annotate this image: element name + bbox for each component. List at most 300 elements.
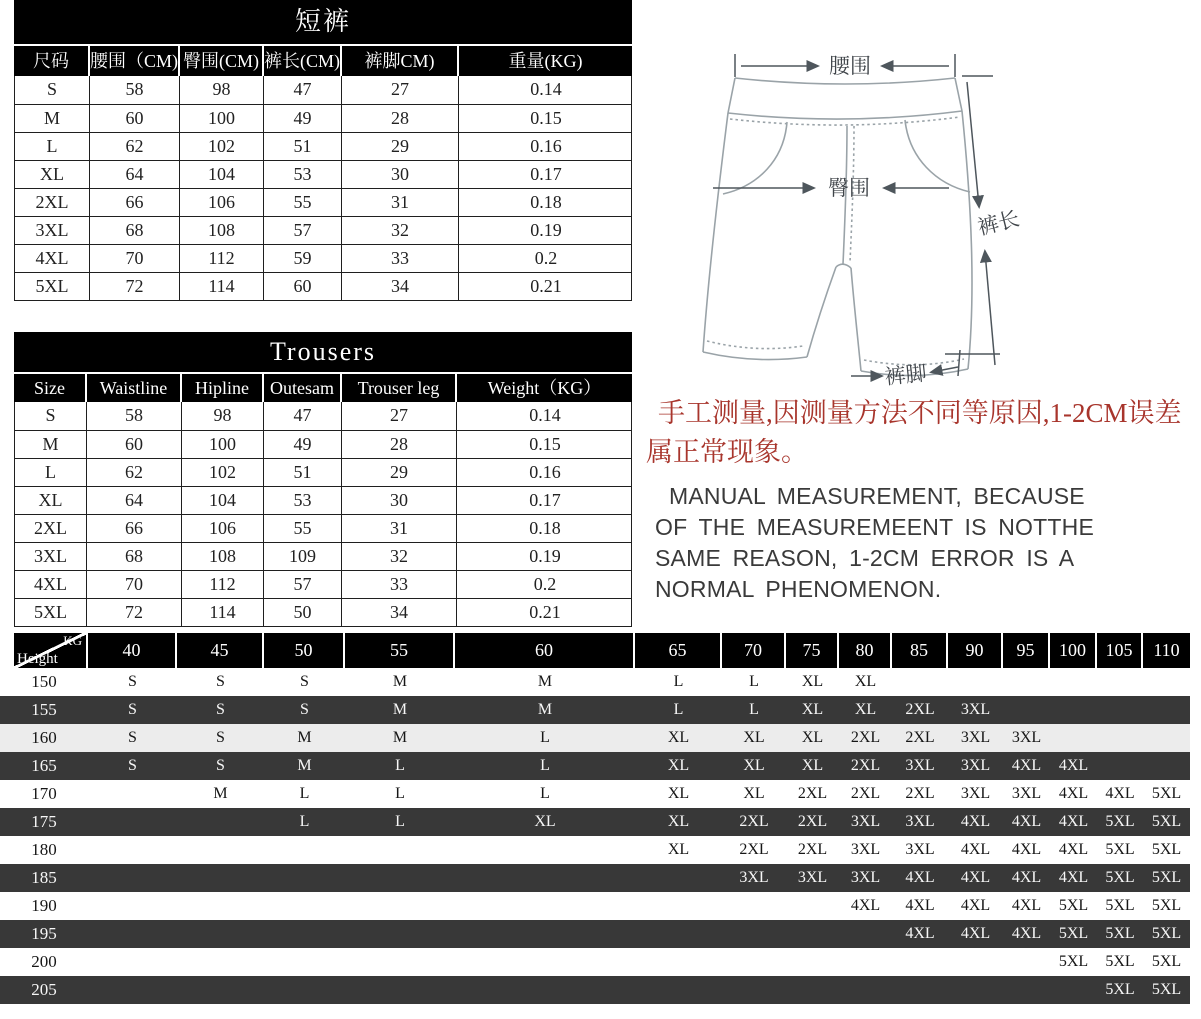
table-cell: 0.19 bbox=[456, 543, 633, 570]
size-cell: 3XL bbox=[905, 841, 935, 858]
kg-column-header: 50 bbox=[264, 633, 345, 668]
size-cell: 2XL bbox=[905, 701, 935, 718]
size-cell bbox=[722, 948, 786, 976]
table-row bbox=[15, 76, 631, 104]
size-cell: 3XL bbox=[850, 841, 881, 858]
kg-column-header: 105 bbox=[1097, 633, 1143, 668]
table-cell: 0.15 bbox=[458, 105, 633, 132]
height-label: 200 bbox=[31, 952, 57, 971]
table-cell: 59 bbox=[263, 245, 341, 272]
trousers-table-body bbox=[14, 402, 632, 627]
size-cell bbox=[1003, 976, 1050, 1004]
size-cell bbox=[1003, 668, 1050, 696]
table-cell: S bbox=[45, 405, 56, 425]
height-weight-size-matrix bbox=[0, 633, 1190, 1004]
size-cell: L bbox=[299, 813, 310, 830]
kg-height-diagonal bbox=[14, 633, 86, 668]
trousers-table-header bbox=[14, 374, 632, 402]
shorts-sketch bbox=[655, 20, 1201, 395]
size-cell: L bbox=[540, 785, 550, 802]
kg-column-header: 70 bbox=[722, 633, 786, 668]
table-cell: 0.21 bbox=[458, 273, 633, 300]
table-cell: 51 bbox=[263, 459, 341, 486]
size-cell bbox=[786, 976, 839, 1004]
note-line: SAME REASON, 1-2CM ERROR IS A bbox=[655, 545, 1075, 571]
table-cell: 114 bbox=[181, 599, 263, 626]
table-cell: 31 bbox=[341, 515, 456, 542]
height-label: 170 bbox=[31, 784, 57, 803]
size-cell: 3XL bbox=[905, 757, 935, 774]
table-row bbox=[15, 570, 631, 598]
size-cell: M bbox=[213, 785, 228, 802]
size-cell: S bbox=[216, 757, 225, 774]
size-cell: 4XL bbox=[960, 869, 991, 886]
size-cell bbox=[635, 948, 722, 976]
size-cell: L bbox=[673, 701, 684, 718]
size-cell: 4XL bbox=[1011, 757, 1042, 774]
table-cell: 30 bbox=[341, 161, 458, 188]
waist-label: 腰围 bbox=[829, 54, 871, 78]
size-cell: XL bbox=[743, 729, 765, 746]
size-cell bbox=[892, 668, 948, 696]
table-cell: 32 bbox=[341, 543, 456, 570]
table-cell: 0.18 bbox=[458, 189, 633, 216]
size-cell bbox=[177, 920, 264, 948]
table-cell: 100 bbox=[179, 105, 263, 132]
table-cell: 0.16 bbox=[458, 133, 633, 160]
table-cell: 58 bbox=[86, 402, 181, 430]
size-cell: S bbox=[300, 673, 309, 690]
size-cell: 2XL bbox=[739, 813, 769, 830]
size-cell: XL bbox=[667, 785, 690, 802]
table-cell: 33 bbox=[341, 245, 458, 272]
table-cell: 51 bbox=[263, 133, 341, 160]
size-cell bbox=[839, 920, 892, 948]
size-cell bbox=[88, 920, 177, 948]
table-cell: 0.19 bbox=[458, 217, 633, 244]
kg-column-header: 65 bbox=[635, 633, 722, 668]
size-cell bbox=[264, 948, 345, 976]
kg-column-header: 40 bbox=[88, 633, 177, 668]
shorts-diagram bbox=[655, 20, 1201, 395]
size-cell bbox=[786, 948, 839, 976]
size-cell: 4XL bbox=[1058, 785, 1089, 802]
size-cell: L bbox=[395, 813, 405, 830]
size-cell: S bbox=[128, 757, 137, 774]
table-cell: 0.2 bbox=[458, 245, 633, 272]
size-cell: 3XL bbox=[960, 701, 991, 718]
kg-column-header: 75 bbox=[786, 633, 839, 668]
table-cell: S bbox=[46, 79, 57, 99]
size-cell bbox=[635, 864, 722, 892]
size-cell: 4XL bbox=[1058, 757, 1089, 774]
size-cell bbox=[264, 892, 345, 920]
table-cell: 0.18 bbox=[456, 515, 633, 542]
size-cell bbox=[948, 948, 1003, 976]
length-label: 裤长 bbox=[975, 206, 1022, 240]
size-cell: M bbox=[297, 729, 312, 746]
table-cell: 4XL bbox=[34, 574, 67, 594]
matrix-row bbox=[0, 892, 1190, 920]
matrix-row bbox=[0, 864, 1190, 892]
size-cell: M bbox=[537, 673, 553, 690]
size-cell bbox=[88, 780, 177, 808]
table-cell: 102 bbox=[179, 133, 263, 160]
size-cell: L bbox=[673, 673, 684, 690]
size-cell bbox=[264, 864, 345, 892]
table-cell: 27 bbox=[341, 76, 458, 104]
hip-label: 臀围 bbox=[828, 176, 870, 200]
shorts-size-table bbox=[14, 0, 632, 301]
table-cell: 112 bbox=[181, 571, 263, 598]
table-title: 短裤 bbox=[14, 0, 632, 44]
table-cell: M bbox=[42, 434, 59, 454]
table-cell: 64 bbox=[86, 487, 181, 514]
size-cell: 4XL bbox=[905, 925, 935, 942]
size-cell: 3XL bbox=[797, 869, 828, 886]
size-cell bbox=[1143, 696, 1190, 724]
column-header: 裤脚CM) bbox=[340, 46, 457, 76]
size-cell: 5XL bbox=[1105, 897, 1135, 914]
size-cell: 4XL bbox=[1058, 813, 1089, 830]
size-cell: S bbox=[300, 701, 309, 718]
table-cell: 72 bbox=[89, 273, 179, 300]
size-cell: 3XL bbox=[850, 813, 881, 830]
kg-column-header: 45 bbox=[177, 633, 264, 668]
table-cell: 47 bbox=[263, 402, 341, 430]
table-cell: 5XL bbox=[34, 602, 67, 622]
size-cell: 5XL bbox=[1105, 813, 1135, 830]
size-cell bbox=[1003, 696, 1050, 724]
size-cell: 3XL bbox=[1011, 729, 1042, 746]
size-cell: XL bbox=[534, 813, 556, 830]
table-cell: 55 bbox=[263, 189, 341, 216]
table-cell: 47 bbox=[263, 76, 341, 104]
table-cell: L bbox=[46, 136, 58, 156]
table-cell: 106 bbox=[181, 515, 263, 542]
kg-column-header: 110 bbox=[1143, 633, 1190, 668]
table-row bbox=[15, 272, 631, 300]
table-cell: 70 bbox=[86, 571, 181, 598]
size-cell: XL bbox=[667, 729, 690, 746]
table-cell: 50 bbox=[263, 599, 341, 626]
table-cell: 2XL bbox=[35, 192, 69, 212]
table-cell: 72 bbox=[86, 599, 181, 626]
size-cell: 5XL bbox=[1058, 897, 1089, 914]
matrix-row bbox=[0, 696, 1190, 724]
size-cell: 4XL bbox=[1011, 869, 1042, 886]
table-cell: XL bbox=[40, 164, 64, 184]
size-cell bbox=[177, 836, 264, 864]
size-cell bbox=[345, 892, 455, 920]
size-cell bbox=[177, 976, 264, 1004]
table-cell: 100 bbox=[181, 431, 263, 458]
table-cell: 27 bbox=[341, 402, 456, 430]
table-row bbox=[15, 188, 631, 216]
matrix-row bbox=[0, 920, 1190, 948]
size-cell: L bbox=[540, 729, 550, 746]
matrix-row bbox=[0, 808, 1190, 836]
size-cell: XL bbox=[801, 757, 824, 774]
table-cell: 0.2 bbox=[456, 571, 633, 598]
size-cell: 2XL bbox=[850, 785, 881, 802]
height-label: 155 bbox=[31, 700, 57, 719]
size-cell: S bbox=[128, 673, 137, 690]
table-cell: 109 bbox=[263, 543, 341, 570]
table-row bbox=[15, 132, 631, 160]
size-cell: 3XL bbox=[850, 869, 881, 886]
table-cell: 30 bbox=[341, 487, 456, 514]
size-cell bbox=[1143, 724, 1190, 752]
size-cell bbox=[88, 976, 177, 1004]
table-cell: 60 bbox=[89, 105, 179, 132]
table-cell: 33 bbox=[341, 571, 456, 598]
size-cell: XL bbox=[667, 813, 690, 830]
matrix-body bbox=[0, 668, 1190, 1004]
size-cell: XL bbox=[743, 785, 765, 802]
size-cell bbox=[1050, 696, 1097, 724]
height-label: 175 bbox=[31, 812, 57, 831]
table-cell: 66 bbox=[86, 515, 181, 542]
size-cell: XL bbox=[854, 701, 877, 718]
table-cell: 58 bbox=[89, 76, 179, 104]
size-cell bbox=[177, 892, 264, 920]
size-cell bbox=[264, 836, 345, 864]
kg-column-header: 100 bbox=[1050, 633, 1097, 668]
size-cell: 5XL bbox=[1105, 869, 1135, 886]
size-cell bbox=[177, 808, 264, 836]
size-cell: XL bbox=[854, 673, 877, 690]
column-header: 臀围(CM) bbox=[178, 46, 262, 76]
size-cell bbox=[635, 976, 722, 1004]
size-cell bbox=[455, 892, 635, 920]
table-cell: 0.16 bbox=[456, 459, 633, 486]
table-cell: 70 bbox=[89, 245, 179, 272]
size-cell: L bbox=[749, 673, 759, 690]
size-cell: 3XL bbox=[739, 869, 769, 886]
size-cell bbox=[88, 892, 177, 920]
size-cell bbox=[1003, 948, 1050, 976]
column-header: Size bbox=[34, 378, 65, 398]
size-cell bbox=[786, 920, 839, 948]
kg-column-header: 55 bbox=[345, 633, 455, 668]
table-title: Trousers bbox=[14, 332, 632, 372]
size-cell: XL bbox=[667, 841, 690, 858]
table-row bbox=[15, 458, 631, 486]
table-cell: 53 bbox=[263, 487, 341, 514]
height-label: 195 bbox=[31, 924, 57, 943]
table-row bbox=[15, 514, 631, 542]
size-cell bbox=[635, 892, 722, 920]
size-cell: S bbox=[128, 729, 137, 746]
table-row bbox=[15, 160, 631, 188]
size-cell: L bbox=[540, 757, 550, 774]
size-cell: L bbox=[299, 785, 310, 802]
size-cell bbox=[177, 864, 264, 892]
size-cell bbox=[1050, 724, 1097, 752]
size-cell: 4XL bbox=[1011, 897, 1042, 914]
table-row bbox=[15, 486, 631, 514]
size-cell bbox=[1143, 752, 1190, 780]
size-cell: M bbox=[392, 729, 408, 746]
corner-kg-label: KG bbox=[63, 633, 82, 648]
kg-column-header: 90 bbox=[948, 633, 1003, 668]
table-cell: 34 bbox=[341, 599, 456, 626]
measurement-note-cn: 手工测量,因测量方法不同等原因,1-2CM误差属正常现象。 bbox=[646, 398, 1182, 467]
table-cell: 29 bbox=[341, 459, 456, 486]
table-row bbox=[15, 542, 631, 570]
table-cell: 4XL bbox=[35, 248, 69, 268]
size-cell: 4XL bbox=[960, 813, 991, 830]
table-cell: 3XL bbox=[35, 220, 69, 240]
table-cell: 0.14 bbox=[456, 402, 633, 430]
table-cell: 98 bbox=[181, 402, 263, 430]
size-cell: 4XL bbox=[960, 897, 991, 914]
size-cell: M bbox=[392, 701, 408, 718]
matrix-row bbox=[0, 668, 1190, 696]
table-cell: 0.17 bbox=[458, 161, 633, 188]
size-cell: 5XL bbox=[1105, 981, 1135, 998]
table-cell: 112 bbox=[179, 245, 263, 272]
table-row bbox=[15, 104, 631, 132]
size-cell bbox=[722, 920, 786, 948]
matrix-row bbox=[0, 948, 1190, 976]
size-cell bbox=[345, 948, 455, 976]
size-cell: XL bbox=[801, 673, 824, 690]
size-cell bbox=[1050, 976, 1097, 1004]
size-cell: 3XL bbox=[960, 785, 991, 802]
size-cell bbox=[264, 976, 345, 1004]
table-cell: 60 bbox=[263, 273, 341, 300]
column-header: Waistline bbox=[85, 374, 180, 402]
size-cell: 2XL bbox=[797, 841, 828, 858]
column-header: 重量(KG) bbox=[457, 46, 632, 76]
column-header: 裤长(CM) bbox=[262, 46, 340, 76]
column-header: 尺码 bbox=[33, 51, 69, 71]
size-cell: 5XL bbox=[1151, 981, 1182, 998]
size-cell: S bbox=[128, 701, 137, 718]
size-cell bbox=[88, 808, 177, 836]
size-cell bbox=[722, 976, 786, 1004]
size-cell: 2XL bbox=[905, 729, 935, 746]
kg-column-header: 85 bbox=[892, 633, 948, 668]
height-label: 165 bbox=[31, 756, 57, 775]
size-cell bbox=[345, 920, 455, 948]
table-cell: 108 bbox=[181, 543, 263, 570]
height-label: 160 bbox=[31, 728, 57, 747]
table-cell: 64 bbox=[89, 161, 179, 188]
size-cell: 5XL bbox=[1058, 925, 1089, 942]
table-cell: 49 bbox=[263, 431, 341, 458]
size-cell: 4XL bbox=[1011, 925, 1042, 942]
kg-column-header: 95 bbox=[1003, 633, 1050, 668]
size-cell bbox=[455, 864, 635, 892]
table-cell: 62 bbox=[86, 459, 181, 486]
size-cell: 3XL bbox=[905, 813, 935, 830]
size-cell: 3XL bbox=[960, 757, 991, 774]
size-cell: 5XL bbox=[1151, 953, 1182, 970]
size-cell: 2XL bbox=[850, 757, 881, 774]
size-cell: 5XL bbox=[1058, 953, 1089, 970]
table-cell: 29 bbox=[341, 133, 458, 160]
size-cell: 5XL bbox=[1105, 841, 1135, 858]
size-cell: 4XL bbox=[960, 925, 991, 942]
table-cell: 0.17 bbox=[456, 487, 633, 514]
trousers-size-table bbox=[14, 332, 632, 627]
size-cell bbox=[948, 668, 1003, 696]
height-label: 185 bbox=[31, 868, 57, 887]
size-cell: 2XL bbox=[797, 813, 828, 830]
size-cell bbox=[345, 864, 455, 892]
height-label: 190 bbox=[31, 896, 57, 915]
size-cell: XL bbox=[801, 701, 824, 718]
table-row bbox=[15, 430, 631, 458]
size-cell: 2XL bbox=[905, 785, 935, 802]
size-cell bbox=[786, 892, 839, 920]
table-cell: 114 bbox=[179, 273, 263, 300]
matrix-row bbox=[0, 780, 1190, 808]
size-cell: 5XL bbox=[1151, 785, 1182, 802]
table-cell: 5XL bbox=[35, 276, 69, 296]
table-cell: 49 bbox=[263, 105, 341, 132]
column-header: Hipline bbox=[180, 374, 262, 402]
table-cell: 3XL bbox=[34, 546, 67, 566]
size-cell: L bbox=[395, 757, 405, 774]
shorts-table-body bbox=[14, 76, 632, 301]
column-header: Weight（KG） bbox=[455, 374, 632, 402]
size-cell: 4XL bbox=[960, 841, 991, 858]
size-cell: 2XL bbox=[850, 729, 881, 746]
size-cell: 4XL bbox=[1058, 869, 1089, 886]
size-cell: XL bbox=[667, 757, 690, 774]
size-cell bbox=[1097, 668, 1143, 696]
table-cell: L bbox=[45, 462, 56, 482]
matrix-row bbox=[0, 836, 1190, 864]
size-cell bbox=[948, 976, 1003, 1004]
matrix-row bbox=[0, 976, 1190, 1004]
size-cell bbox=[892, 976, 948, 1004]
shorts-table-header bbox=[14, 46, 632, 76]
size-cell: 5XL bbox=[1105, 953, 1135, 970]
kg-column-header: 60 bbox=[455, 633, 635, 668]
size-cell: 4XL bbox=[1011, 813, 1042, 830]
size-cell bbox=[1143, 668, 1190, 696]
size-cell bbox=[892, 948, 948, 976]
size-cell: 3XL bbox=[1011, 785, 1042, 802]
table-cell: 68 bbox=[86, 543, 181, 570]
size-cell: 5XL bbox=[1151, 813, 1182, 830]
table-cell: 104 bbox=[179, 161, 263, 188]
size-cell: XL bbox=[743, 757, 765, 774]
table-row bbox=[15, 216, 631, 244]
size-cell bbox=[1050, 668, 1097, 696]
table-cell: 0.21 bbox=[456, 599, 633, 626]
size-cell bbox=[1097, 696, 1143, 724]
size-cell: 5XL bbox=[1151, 869, 1182, 886]
note-line: OF THE MEASUREMEENT IS NOTTHE bbox=[655, 514, 1094, 540]
size-cell bbox=[839, 948, 892, 976]
note-line: NORMAL PHENOMENON. bbox=[655, 576, 942, 602]
measurement-note-en bbox=[655, 481, 1125, 605]
size-cell: 4XL bbox=[905, 869, 935, 886]
matrix-row bbox=[0, 752, 1190, 780]
size-cell bbox=[1097, 724, 1143, 752]
size-cell: 3XL bbox=[960, 729, 991, 746]
table-cell: 0.15 bbox=[456, 431, 633, 458]
size-cell bbox=[177, 948, 264, 976]
size-cell bbox=[455, 920, 635, 948]
table-cell: 57 bbox=[263, 217, 341, 244]
